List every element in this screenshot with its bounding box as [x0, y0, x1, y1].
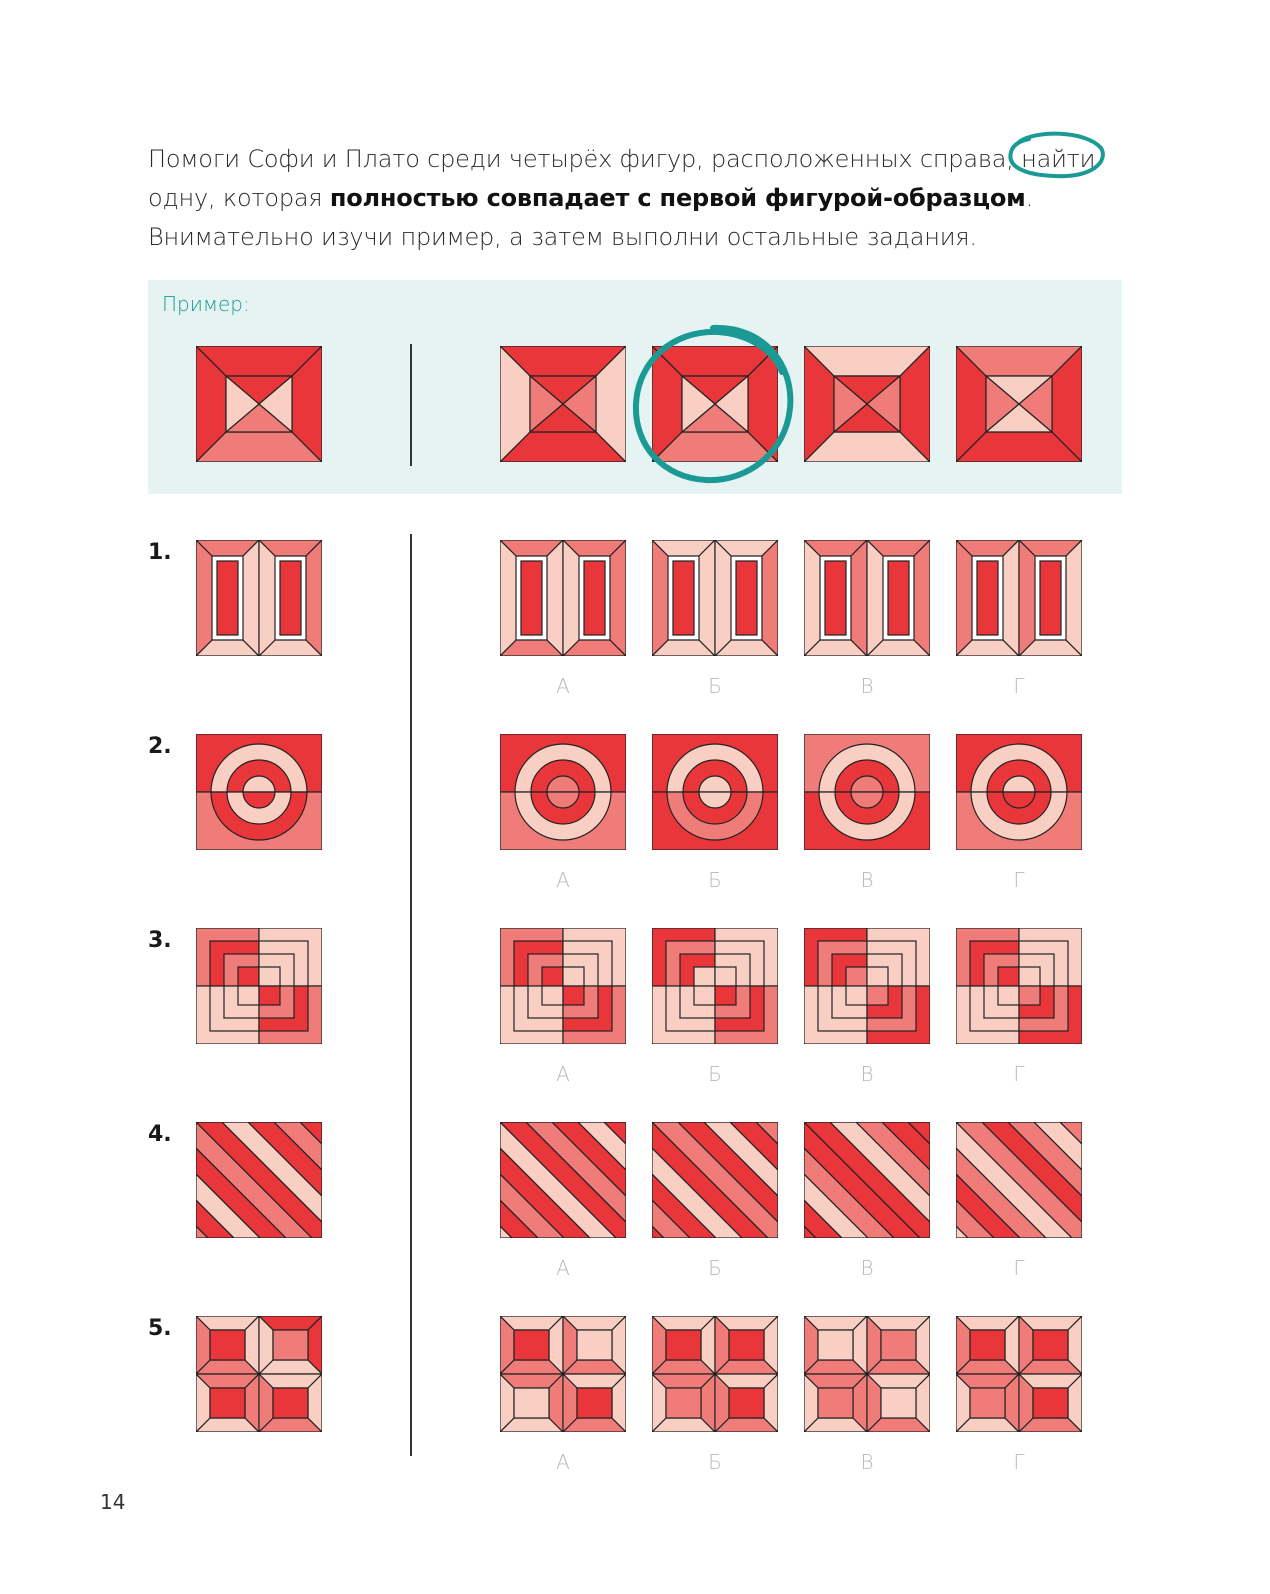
instruction-line-3: Внимательно изучи пример, а затем выполни остальные задания.	[148, 223, 977, 251]
task-1-option-label: В	[860, 674, 874, 698]
task-5-option-2[interactable]	[652, 1316, 778, 1432]
task-1-sample-figure	[196, 540, 322, 656]
task-4-option-label: А	[556, 1256, 570, 1280]
task-5-option-label: А	[556, 1450, 570, 1474]
task-2-option-3[interactable]	[804, 734, 930, 850]
task-5-option-1[interactable]	[500, 1316, 626, 1432]
task-5-option-label: Б	[708, 1450, 722, 1474]
task-4-number: 4.	[148, 1122, 172, 1147]
example-label: Пример:	[162, 292, 250, 316]
task-4-sample-figure	[196, 1122, 322, 1238]
task-1-option-label: Г	[1013, 674, 1025, 698]
example-option-4[interactable]	[956, 346, 1082, 462]
task-3-option-label: Б	[708, 1062, 722, 1086]
circled-word-text: найти	[1021, 145, 1096, 173]
example-sample-figure	[196, 346, 322, 462]
task-4-option-3[interactable]	[804, 1122, 930, 1238]
instruction-line-2	[148, 179, 1148, 218]
instruction-bold-text: полностью совпадает с первой фигурой-образцом	[329, 184, 1026, 212]
task-2-option-label: Б	[708, 868, 722, 892]
task-2-option-label: В	[860, 868, 874, 892]
task-2-sample-figure	[196, 734, 322, 850]
task-1-option-label: А	[556, 674, 570, 698]
task-4-option-label: В	[860, 1256, 874, 1280]
task-3-option-4[interactable]	[956, 928, 1082, 1044]
task-3-option-label: Г	[1013, 1062, 1025, 1086]
example-option-3[interactable]	[804, 346, 930, 462]
circled-word	[1021, 140, 1095, 179]
task-5-option-3[interactable]	[804, 1316, 930, 1432]
task-2-number: 2.	[148, 734, 172, 759]
task-5-option-label: Г	[1013, 1450, 1025, 1474]
task-4-option-1[interactable]	[500, 1122, 626, 1238]
task-3-number: 3.	[148, 928, 172, 953]
instruction-line-2-end: .	[1025, 184, 1034, 212]
task-4-option-4[interactable]	[956, 1122, 1082, 1238]
task-1-option-label: Б	[708, 674, 722, 698]
task-3-option-2[interactable]	[652, 928, 778, 1044]
task-1-option-2[interactable]	[652, 540, 778, 656]
task-2-option-2[interactable]	[652, 734, 778, 850]
task-1-number: 1.	[148, 540, 172, 565]
task-5-sample-figure	[196, 1316, 322, 1432]
task-5-number: 5.	[148, 1316, 172, 1341]
page-number: 14	[100, 1490, 126, 1514]
tasks-divider	[410, 534, 412, 1456]
task-1-option-4[interactable]	[956, 540, 1082, 656]
task-3-option-label: В	[860, 1062, 874, 1086]
task-2-option-1[interactable]	[500, 734, 626, 850]
task-3-option-label: А	[556, 1062, 570, 1086]
answer-circle-icon	[628, 322, 798, 486]
task-3-option-3[interactable]	[804, 928, 930, 1044]
task-5-option-4[interactable]	[956, 1316, 1082, 1432]
instruction-line-2-text: одну, которая	[148, 184, 330, 212]
task-4-option-label: Б	[708, 1256, 722, 1280]
instruction-text	[148, 140, 1148, 257]
task-4-option-2[interactable]	[652, 1122, 778, 1238]
hand-drawn-circle-icon	[1005, 132, 1105, 186]
example-divider	[410, 344, 412, 466]
task-2-option-4[interactable]	[956, 734, 1082, 850]
instruction-line-1	[148, 140, 1148, 179]
task-3-option-1[interactable]	[500, 928, 626, 1044]
task-3-sample-figure	[196, 928, 322, 1044]
task-4-option-label: Г	[1013, 1256, 1025, 1280]
example-option-1[interactable]	[500, 346, 626, 462]
task-5-option-label: В	[860, 1450, 874, 1474]
task-2-option-label: А	[556, 868, 570, 892]
task-1-option-1[interactable]	[500, 540, 626, 656]
instruction-line-1-text: Помоги Софи и Плато среди четырёх фигур, расположенных справа,	[148, 145, 1014, 173]
task-1-option-3[interactable]	[804, 540, 930, 656]
task-2-option-label: Г	[1013, 868, 1025, 892]
